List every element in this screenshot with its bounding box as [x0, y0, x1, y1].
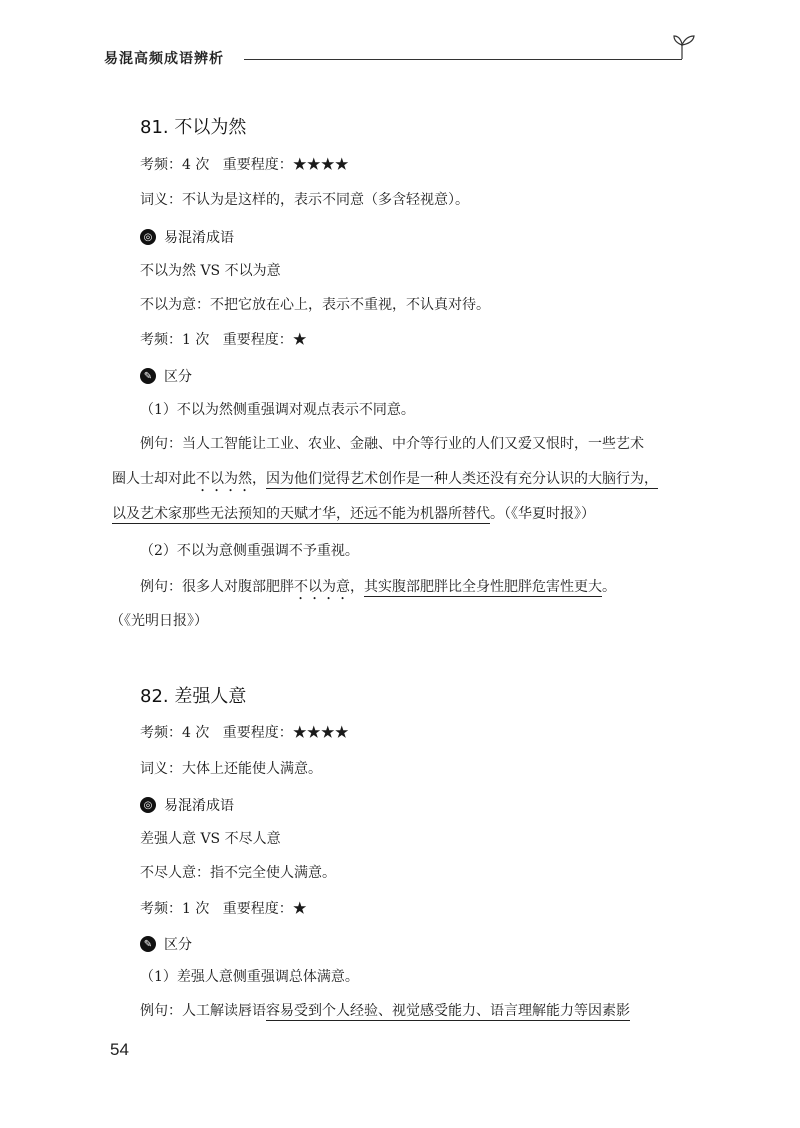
difference-heading — [140, 366, 192, 386]
frequency-line — [140, 723, 349, 743]
example-source: 。（《华夏时报》） — [490, 506, 595, 522]
sprout-icon — [672, 28, 708, 64]
example-text: 例句：很多人对腹部肥胖 — [140, 579, 294, 595]
distinguish-icon: ✎ — [140, 368, 156, 384]
example-1-line-2 — [112, 469, 658, 495]
other-definition: 不尽人意：指不完全使人满意。 — [140, 865, 336, 881]
example-punct-end: 。 — [602, 579, 616, 595]
point-1: （1）差强人意侧重强调总体满意。 — [140, 969, 359, 985]
idiom-pair: 不以为然 VS 不以为意 — [140, 263, 281, 279]
other-importance-stars: ★ — [292, 901, 307, 917]
meaning: 词义：大体上还能使人满意。 — [140, 761, 322, 777]
example-1-line-1 — [140, 1001, 630, 1021]
confuse-icon: ◎ — [140, 229, 156, 245]
difference-heading-label: 区分 — [164, 369, 192, 385]
point-1: （1）不以为然侧重强调对观点表示不同意。 — [140, 402, 415, 418]
page-number: 54 — [110, 1040, 129, 1059]
underlined-reason: 因为他们觉得艺术创作是一种人类还没有充分认识的大脑行为， — [266, 471, 658, 487]
difference-heading — [140, 934, 192, 954]
header-rule — [244, 59, 682, 60]
entry-title: 82. 差强人意 — [140, 686, 247, 707]
importance-label: 重要程度： — [222, 725, 293, 741]
other-frequency: 考频：1 次 — [140, 332, 210, 348]
header-title: 易混高频成语辨析 — [104, 51, 224, 67]
idiom-pair: 差强人意 VS 不尽人意 — [140, 831, 281, 847]
confuse-heading-label: 易混淆成语 — [164, 798, 234, 814]
example-2-source: （《光明日报》） — [110, 613, 208, 629]
other-importance-label: 重要程度： — [222, 332, 293, 348]
importance-stars: ★★★★ — [292, 157, 349, 173]
example-1-line-3 — [112, 504, 595, 524]
other-importance-label: 重要程度： — [222, 901, 293, 917]
importance-stars: ★★★★ — [292, 725, 349, 741]
frequency-line — [140, 155, 349, 175]
confuse-icon: ◎ — [140, 797, 156, 813]
frequency: 考频：4 次 — [140, 725, 210, 741]
confuse-heading-label: 易混淆成语 — [164, 230, 234, 246]
example-2-line-1 — [140, 577, 616, 603]
underlined-reason: 其实腹部肥胖比全身性肥胖危害性更大 — [364, 579, 602, 595]
other-importance-stars: ★ — [292, 332, 307, 348]
example-text: 圈人士却对此 — [112, 471, 196, 487]
example-punct: ， — [252, 471, 266, 487]
underlined-reason: 容易受到个人经验、视觉感受能力、语言理解能力等因素影 — [266, 1003, 630, 1019]
difference-heading-label: 区分 — [164, 937, 192, 953]
point-2: （2）不以为意侧重强调不予重视。 — [140, 543, 359, 559]
frequency: 考频：4 次 — [140, 157, 210, 173]
other-frequency-line — [140, 330, 307, 350]
importance-label: 重要程度： — [222, 157, 293, 173]
meaning: 词义：不认为是这样的，表示不同意（多含轻视意）。 — [140, 192, 469, 208]
confuse-heading — [140, 795, 234, 815]
entry-title: 81. 不以为然 — [140, 117, 247, 138]
emphasized-idiom: 不以为意 — [294, 579, 350, 595]
example-1-line-1: 例句：当人工智能让工业、农业、金融、中介等行业的人们又爱又恨时，一些艺术 — [140, 436, 644, 452]
other-frequency: 考频：1 次 — [140, 901, 210, 917]
example-punct: ， — [350, 579, 364, 595]
confuse-heading — [140, 227, 234, 247]
example-text: 例句：人工解读唇语 — [140, 1003, 266, 1019]
distinguish-icon: ✎ — [140, 936, 156, 952]
other-definition: 不以为意：不把它放在心上，表示不重视，不认真对待。 — [140, 297, 490, 313]
other-frequency-line — [140, 899, 307, 919]
underlined-reason-cont: 以及艺术家那些无法预知的天赋才华，还远不能为机器所替代 — [112, 506, 490, 522]
emphasized-idiom: 不以为然 — [196, 471, 252, 487]
